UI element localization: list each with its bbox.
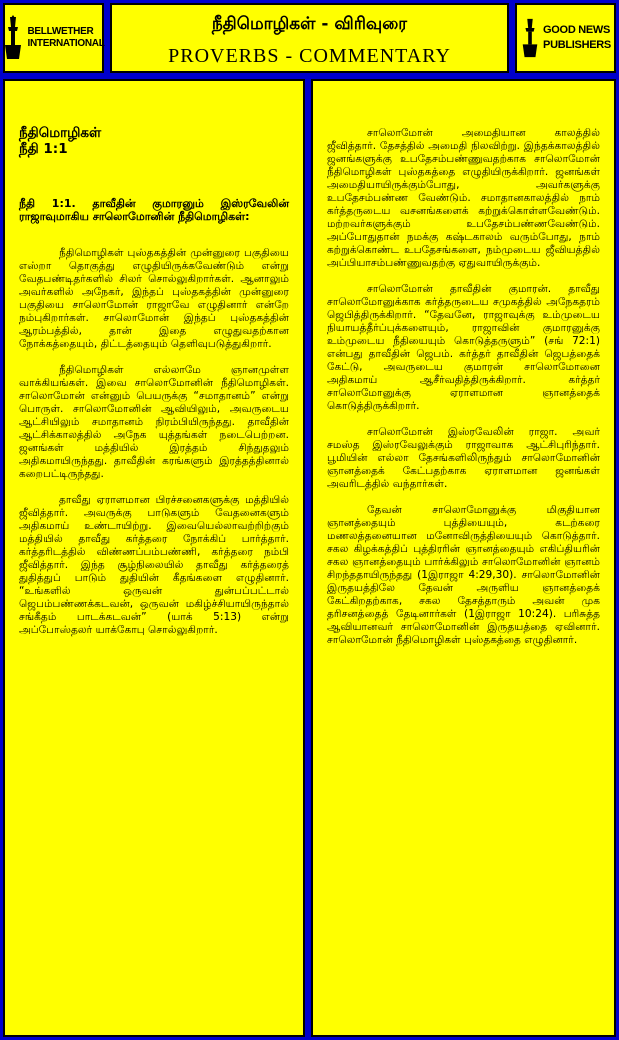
right-logo-line1: GOOD NEWS xyxy=(543,24,611,36)
commentary-paragraph: நீதிமொழிகள் புஸ்தகத்தின் முன்னுரை பகுதியை எஸ்றா தொகுத்து எழுதியிருக்கவேண்டும் என்று வேதபண்டிதர்களில் சிலர் சொல்லுகிறார்கள். ஆனாலும் அவர்களில் அநேகர், இந்தப் புஸ்தகத்தின் முன்னுரை பகுதியை சாலொமோன் ராஜாவே எழுதினார் என்றே நம்புகிறார்கள். சாலொமோன் இந்தப் புஸ்தகத்தின் ஆரம்பத்தில், தான் இதை எழுதுவதற்கான நோக்கத்தையும், திட்டத்தையும் தெளிவுபடுத்துகிறார். xyxy=(19,247,289,350)
right-logo-line2: PUBLISHERS xyxy=(543,39,611,51)
title-box xyxy=(110,3,509,73)
commentary-paragraph: சாலொமோன் அமைதியான காலத்தில் ஜீவித்தார். தேசத்தில் அமைதி நிலவிற்று. இந்தக்காலத்தில் ஜனங்களுக்கு உபதேசம்பண்ணுவதற்காக சாலொமோன் நீதிமொழிகள் புஸ்தகத்தை எழுதியிருக்கிறார். ஜனங்கள் அமைதியாயிருக்கும்போது, அவர்களுக்கு உபதேசம்பண்ண வேண்டும். சமாதானகாலத்தில் நாம் கர்த்தருடைய வசனங்களைக் கற்றுக்கொள்ளவேண்டும். மற்றவர்களுக்கும் உபதேசம்பண்ணவேண்டும். அப்போதுதான் நமக்கு கஷ்டகாலம் வரும்போது, நாம் கற்றுக்கொண்ட உபதேசங்களை, நம்முடைய ஜீவியத்தில் அப்பியாசம்பண்ணுவதற்கு ஏதுவாயிருக்கும். xyxy=(327,127,600,269)
commentary-paragraph: நீதிமொழிகள் எல்லாமே ஞானமுள்ள வாக்கியங்கள். இவை சாலொமோனின் நீதிமொழிகள். சாலொமோன் என்னும் பெயருக்கு “சமாதானம்” என்று பொருள். சாலொமோனின் ஆவியிலும், அவருடைய ஆட்சியிலும் சமாதானம் நிரம்பியிருந்தது. தாவீதின் ஆட்சிக்காலத்தில் அநேக யுத்தங்கள் நடைபெற்றன. ஜனங்கள் மத்தியில் இரத்தம் சிந்துதலும் அதிகமாயிருந்தது. தாவீதின் கரங்களும் இரத்தத்தினால் கறைபட்டிருந்தது. xyxy=(19,364,289,480)
page-title-tamil: நீதிமொழிகள் - விரிவுரை xyxy=(211,14,408,34)
commentary-paragraph: தேவன் சாலொமோனுக்கு மிகுதியான ஞானத்தையும் புத்தியையும், கடற்கரை மணலத்தனையான மனோவிருத்தியையும் கொடுத்தார். சகல கிழக்கத்திப் புத்திரரின் ஞானத்தையும் எகிப்தியரின் சகல ஞானத்தையும் பார்க்கிலும் சாலொமோனின் ஞானம் சிறந்ததாயிருந்தது (1இராஜா 4:29,30). சாலொமோனின் இருதயத்திலே தேவன் அருளிய ஞானத்தைக் கேட்கிறதற்காக, சகல தேசத்தாரும் அவன் முக தரிசனத்தைத் தேடினார்கள் (1இராஜா 10:24). பரிசுத்த ஆவியானவர் சாலொமோனின் இருதயத்தை ஏவினார். சாலொமோன் நீதிமொழிகள் புஸ்தகத்தை எழுதினார். xyxy=(327,504,600,646)
good-news-logo xyxy=(517,5,614,71)
commentary-paragraph: சாலொமோன் இஸ்ரவேலின் ராஜா. அவர் சமஸ்த இஸ்ரவேலுக்கும் ராஜாவாக ஆட்சிபுரிந்தார். பூமியின் எல்லா தேசங்களிலிருந்தும் சாலொமோனின் ஞானத்தைக் கேட்பதற்காக ஏராளமான ஜனங்கள் அவரிடத்தில் வந்தார்கள். xyxy=(327,426,600,490)
commentary-paragraph: சாலொமோன் தாவீதின் குமாரன். தாவீது சாலொமோனுக்காக கர்த்தருடைய சமுகத்தில் அநேகதரம் ஜெபித்திருக்கிறார். “தேவனே, ராஜாவுக்கு உம்முடைய நியாயத்தீர்ப்புக்களையும், ராஜாவின் குமாரனுக்கு உம்முடைய நீதியையும் கொடுத்தருளும்” (சங் 72:1) என்பது தாவீதின் ஜெபம். கர்த்தர் தாவீதின் ஜெபத்தைக் கேட்டு, அவருடைய குமாரன் சாலொமோனை அதிகமாய் ஆசீர்வதித்திருக்கிறார். கர்த்தர் சாலொமோனுக்கு ஏராளமான ஞானத்தைக் கொடுத்திருக்கிறார். xyxy=(327,283,600,412)
bellwether-logo-box xyxy=(3,3,104,73)
hand-torch-icon xyxy=(2,15,24,61)
left-column xyxy=(3,79,305,1037)
section-heading xyxy=(19,125,289,157)
commentary-paragraph: தாவீது ஏராளமான பிரச்சனைகளுக்கு மத்தியில் ஜீவித்தார். அவருக்கு பாடுகளும் வேதனைகளும் அதிகமாய் உண்டாயிற்று. இவையெல்லாவற்றிற்கும் மத்தியில் தாவீது கர்த்தரை நோக்கிப் பார்த்தார். கர்த்தரிடத்தில் விண்ணப்பம்பண்ணி, கர்த்தரை நம்பி ஜீவித்தார். இந்த சூழ்நிலையில் தாவீது கர்த்தரைத் துதித்துப் பாடும் துதியின் கீதங்களை எழுதினார். “உங்களில் ஒருவன் துன்பப்பட்டால் ஜெபம்பண்ணக்கடவன், ஒருவன் மகிழ்ச்சியாயிருந்தால் சங்கீதம் பாடக்கடவன்” (யாக் 5:13) என்று அப்போஸ்தலர் யாக்கோபு சொல்லுகிறார். xyxy=(19,494,289,636)
page-title-english: PROVERBS - COMMENTARY xyxy=(168,45,451,67)
left-logo-line2: INTERNATIONAL xyxy=(27,38,105,49)
bellwether-logo xyxy=(5,5,105,71)
left-logo-line1: BELLWETHER xyxy=(27,26,94,37)
heading-reference: நீதி 1:1 xyxy=(19,141,68,157)
right-column xyxy=(311,79,616,1037)
hand-torch-icon xyxy=(520,15,540,61)
heading-book: நீதிமொழிகள் xyxy=(19,125,102,141)
good-news-logo-box xyxy=(515,3,616,73)
verse-text: நீதி 1:1. தாவீதின் குமாரனும் இஸ்ரவேலின் ராஜாவுமாகிய சாலொமோனின் நீதிமொழிகள்: xyxy=(19,197,289,223)
